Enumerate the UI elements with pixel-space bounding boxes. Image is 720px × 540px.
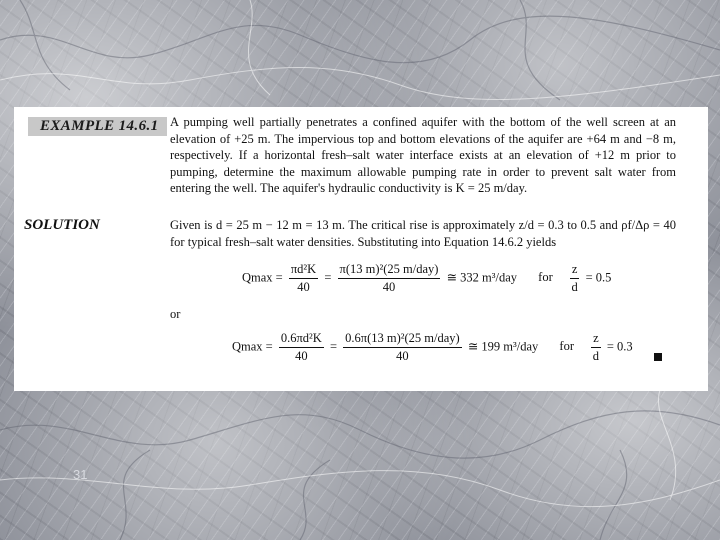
eq2-result: ≅ 199 m³/day xyxy=(467,339,539,354)
eq1-condition-value: = 0.5 xyxy=(585,270,612,285)
solution-label: SOLUTION xyxy=(24,217,100,233)
eq2-lhs: Qmax = xyxy=(232,339,273,354)
eq2-for: for xyxy=(559,339,574,354)
eq2-condition-fraction xyxy=(591,331,601,364)
eq1-f1-numerator: πd²K xyxy=(289,262,318,279)
eq2-condition-value: = 0.3 xyxy=(606,339,633,354)
eq1-cond-denominator: d xyxy=(571,280,578,294)
eq2-cond-numerator: z xyxy=(591,331,601,348)
eq1-fraction-numeric xyxy=(338,262,441,295)
equation-qmax-0-3 xyxy=(232,331,633,364)
problem-statement: A pumping well partially penetrates a confined aquifer with the bottom of the well screen at an elevation of +25 m. The impervious top and bottom elevations of the aquifer are +64 m and −8 m, respectively. If a horizontal fresh–salt water interface exists at an elevation of +12 m prior to pumping, determine the maximum allowable pumping rate in order to prevent salt water from entering the well. The aquifer's hydraulic conductivity is K = 25 m/day. xyxy=(170,115,676,195)
eq1-f1-denominator: 40 xyxy=(297,280,310,294)
eq1-lhs: Qmax = xyxy=(242,270,283,285)
eq2-cond-denominator: d xyxy=(592,349,600,363)
eq2-equals: = xyxy=(329,339,338,354)
eq2-f1-numerator: 0.6πd²K xyxy=(279,331,324,348)
eq1-equals: = xyxy=(324,270,332,285)
slide-number: 31 xyxy=(73,467,88,482)
eq1-condition-fraction xyxy=(570,262,580,295)
eq1-f2-numerator: π(13 m)²(25 m/day) xyxy=(338,262,441,279)
eq1-f2-denominator: 40 xyxy=(382,280,396,294)
eq1-result: ≅ 332 m³/day xyxy=(446,270,518,285)
end-of-example-square xyxy=(654,353,662,361)
or-connector: or xyxy=(170,307,181,321)
eq2-f2-denominator: 40 xyxy=(396,349,409,363)
eq2-fraction-symbolic xyxy=(279,331,324,364)
textbook-excerpt-panel xyxy=(14,107,708,391)
solution-given-text: Given is d = 25 m − 12 m = 13 m. The critical rise is approximately z/d = 0.3 to 0.5 and ρf/Δρ = 40 for typical fresh–salt water densities. Substituting into Equation 14.6.2 yields xyxy=(170,218,676,249)
eq1-fraction-symbolic xyxy=(289,262,318,295)
equation-qmax-0-5 xyxy=(242,262,611,295)
eq2-f1-denominator: 40 xyxy=(295,349,308,363)
eq1-cond-numerator: z xyxy=(570,262,580,279)
eq1-for: for xyxy=(538,270,553,285)
eq2-fraction-numeric xyxy=(343,331,462,364)
eq2-f2-numerator: 0.6π(13 m)²(25 m/day) xyxy=(343,331,462,348)
example-label: EXAMPLE 14.6.1 xyxy=(28,117,167,136)
